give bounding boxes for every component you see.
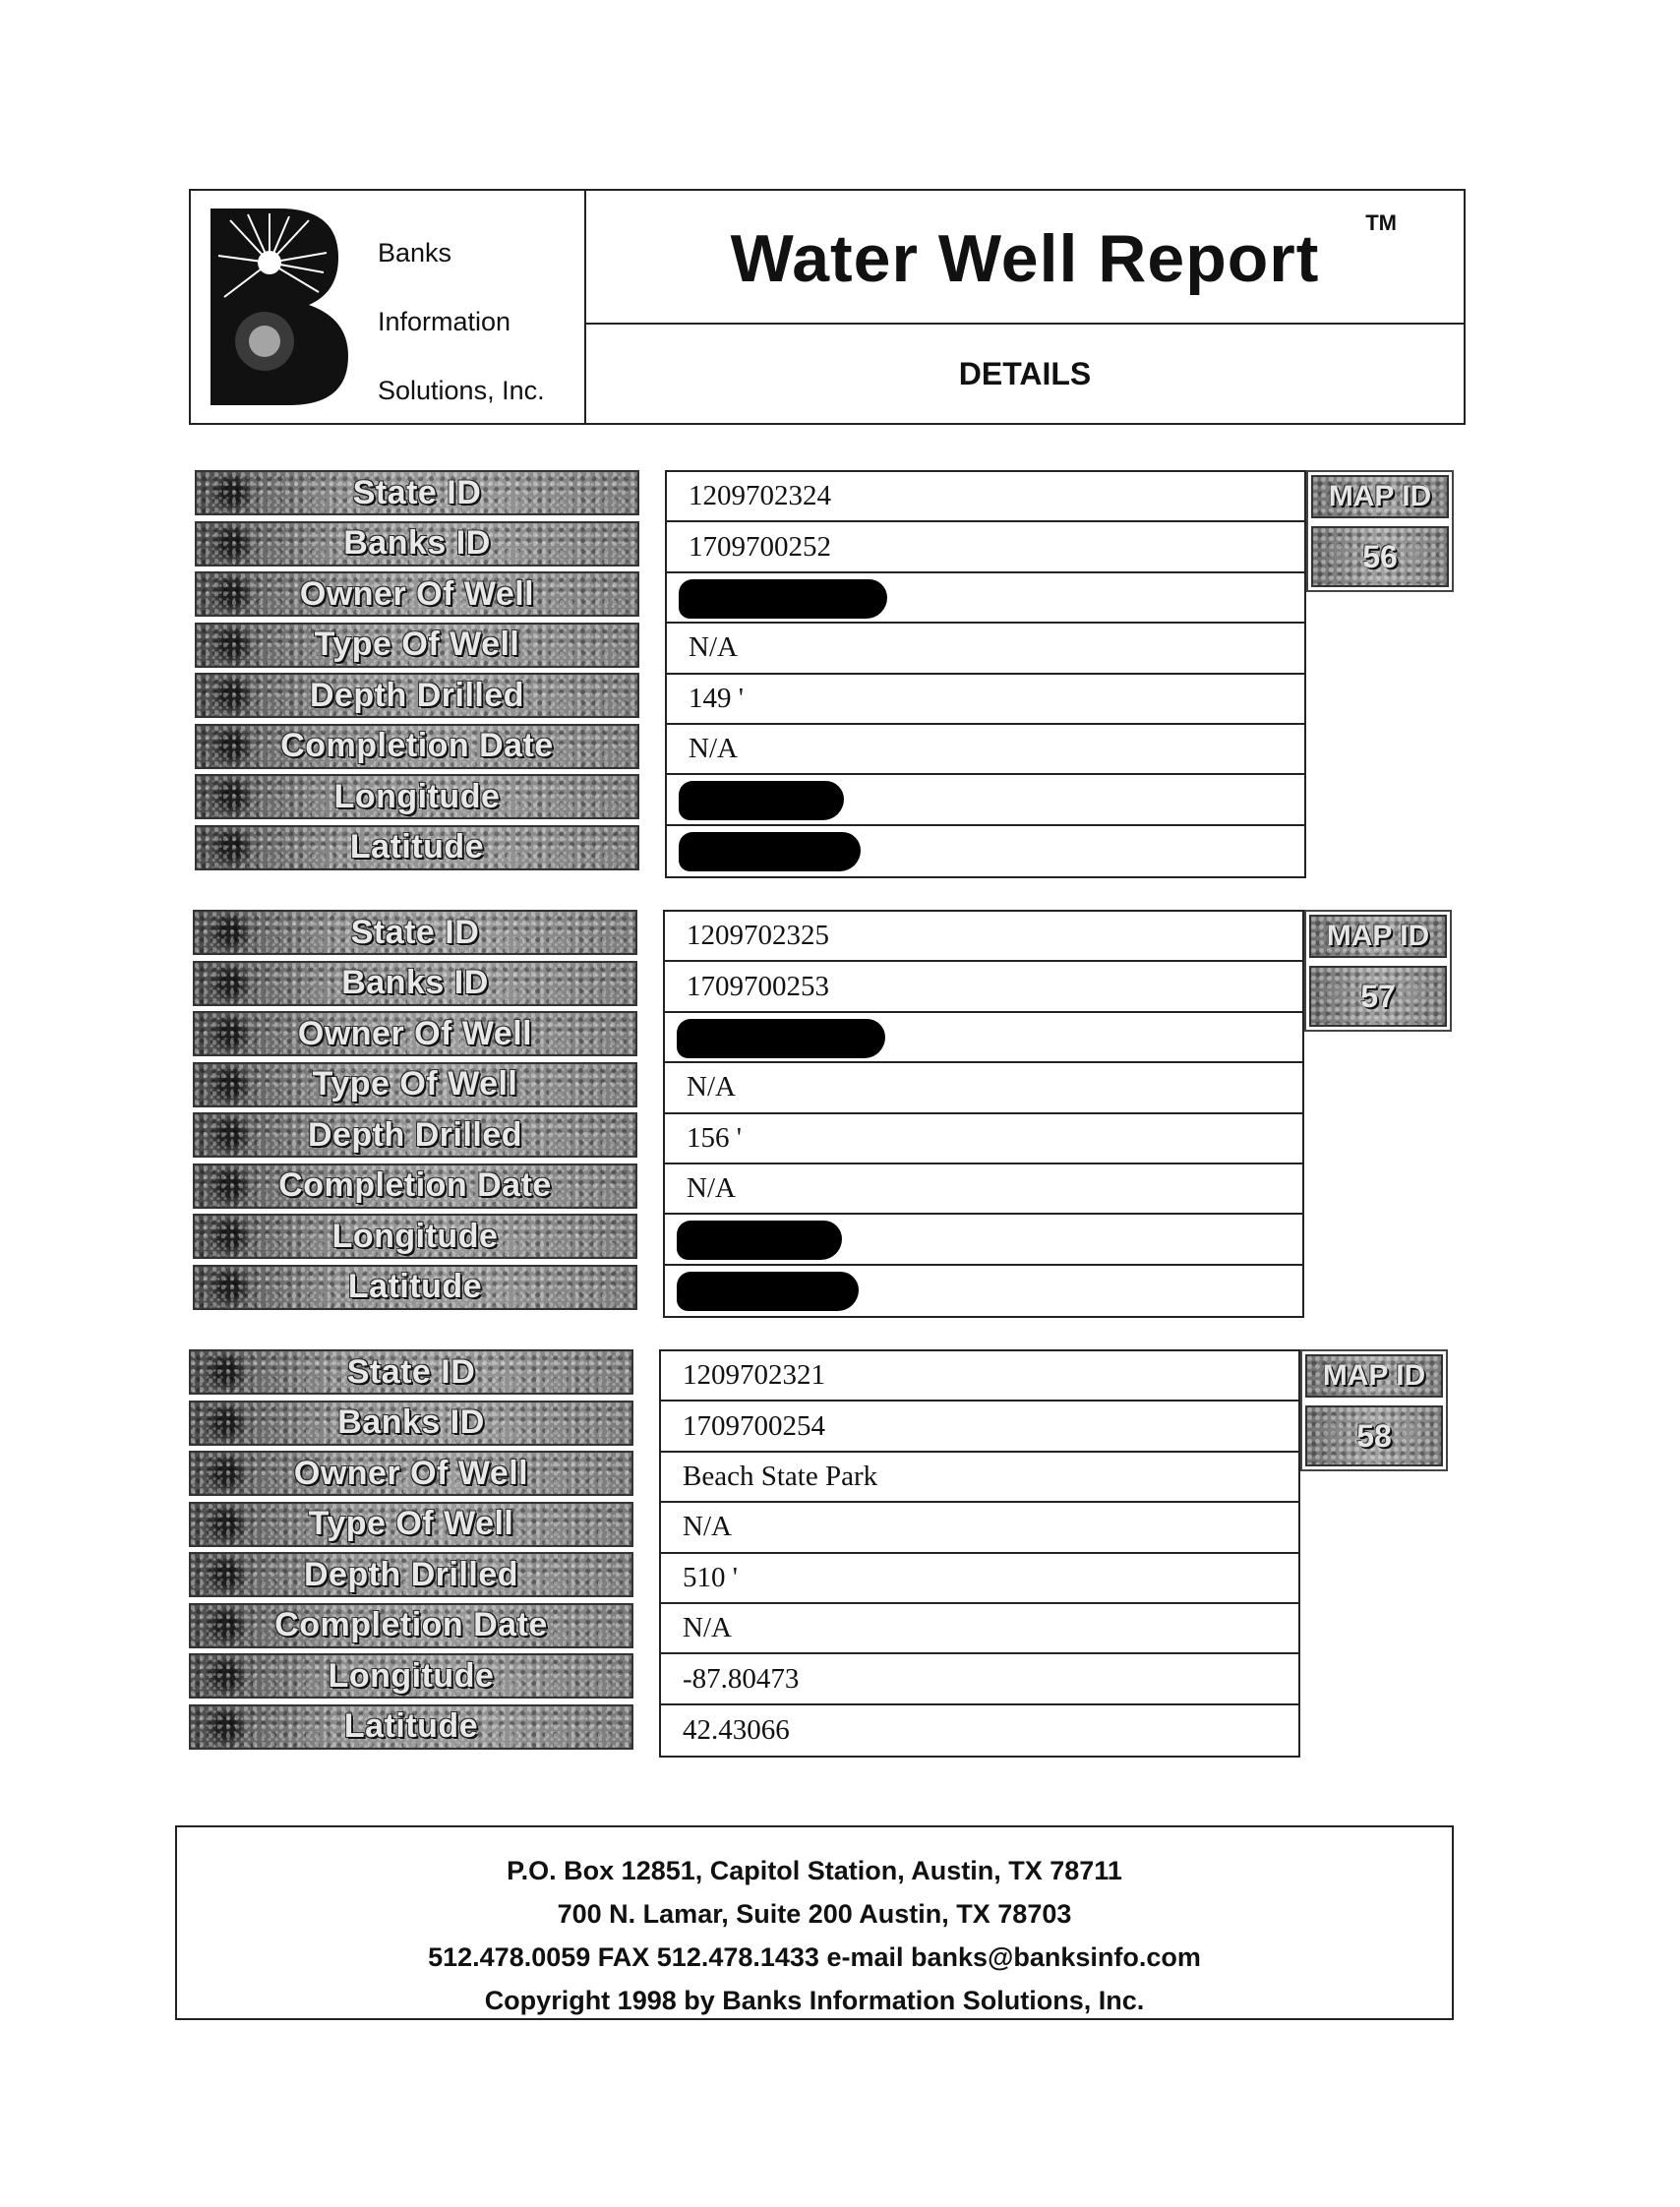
value-text: 1709700252 — [689, 530, 831, 563]
report-title: Water Well Report — [730, 221, 1320, 296]
label-latitude — [189, 1704, 633, 1750]
company-name-line-2: Information — [378, 307, 511, 336]
report-subtitle: DETAILS — [958, 356, 1092, 391]
value-owner — [661, 1453, 1298, 1503]
value-owner — [667, 573, 1304, 624]
label-text: Owner Of Well — [293, 1454, 529, 1492]
value-depth — [667, 675, 1304, 725]
company-name — [378, 218, 545, 425]
value-depth — [661, 1554, 1298, 1604]
label-text: Type Of Well — [314, 626, 520, 663]
label-text: Longitude — [331, 1217, 499, 1255]
map-id-label: MAP ID — [1309, 915, 1447, 958]
value-owner — [665, 1013, 1302, 1063]
label-completion — [193, 1163, 637, 1209]
label-text: Depth Drilled — [303, 1555, 519, 1593]
label-text: Banks ID — [343, 524, 491, 562]
value-banks-id — [665, 962, 1302, 1012]
label-banks-id — [195, 521, 639, 567]
value-depth — [665, 1114, 1302, 1164]
label-text: Owner Of Well — [297, 1014, 533, 1052]
value-text: 156 ' — [687, 1121, 742, 1154]
value-text: 1709700254 — [683, 1409, 825, 1442]
field-values — [665, 470, 1306, 878]
value-text: N/A — [689, 631, 738, 664]
title-cell — [586, 191, 1464, 325]
label-text: Completion Date — [280, 727, 554, 764]
label-latitude — [195, 825, 639, 870]
label-completion — [189, 1603, 633, 1648]
value-text: 42.43066 — [683, 1713, 790, 1746]
label-longitude — [189, 1653, 633, 1699]
label-state-id — [195, 470, 639, 515]
value-text: 1209702325 — [687, 920, 829, 952]
value-text: 1209702321 — [683, 1359, 825, 1392]
field-labels — [193, 910, 637, 1315]
value-text: 1709700253 — [687, 970, 829, 1002]
value-type — [665, 1063, 1302, 1113]
label-text: Latitude — [343, 1707, 479, 1745]
label-state-id — [189, 1349, 633, 1395]
redaction-mark — [677, 1221, 842, 1260]
map-id-label: MAP ID — [1311, 475, 1449, 518]
label-text: Owner Of Well — [299, 574, 535, 613]
label-owner — [193, 1011, 637, 1056]
value-completion — [667, 725, 1304, 775]
company-name-line-3: Solutions, Inc. — [378, 376, 545, 405]
label-type — [189, 1502, 633, 1547]
label-text: Latitude — [349, 828, 485, 865]
label-type — [193, 1062, 637, 1107]
map-id-box — [1306, 470, 1454, 592]
value-text: 510 ' — [683, 1561, 738, 1593]
label-text: State ID — [352, 473, 482, 511]
value-longitude — [667, 775, 1304, 825]
redaction-mark — [679, 781, 844, 820]
value-text: -87.80473 — [683, 1662, 800, 1695]
trademark-symbol: TM — [1365, 210, 1397, 235]
field-values — [659, 1349, 1300, 1758]
footer-street-address: 700 N. Lamar, Suite 200 Austin, TX 78703 — [557, 1899, 1072, 1929]
value-latitude — [661, 1705, 1298, 1756]
company-name-line-1: Banks — [378, 238, 452, 268]
label-depth — [189, 1552, 633, 1597]
map-id-value: 58 — [1305, 1405, 1443, 1466]
map-id-box — [1304, 910, 1452, 1032]
label-text: Longitude — [333, 777, 501, 815]
label-longitude — [193, 1214, 637, 1259]
label-text: Longitude — [328, 1656, 495, 1695]
redaction-mark — [679, 579, 887, 619]
value-state-id — [667, 472, 1304, 522]
value-state-id — [665, 912, 1302, 962]
label-text: Completion Date — [274, 1606, 548, 1643]
label-depth — [193, 1112, 637, 1158]
value-text: 1209702324 — [689, 480, 831, 512]
value-longitude — [665, 1215, 1302, 1265]
value-completion — [665, 1164, 1302, 1215]
footer-copyright: Copyright 1998 by Banks Information Solutions, Inc. — [484, 1986, 1145, 2015]
value-banks-id — [667, 522, 1304, 572]
label-completion — [195, 724, 639, 769]
label-text: State ID — [346, 1352, 476, 1391]
label-type — [195, 623, 639, 668]
value-text: N/A — [683, 1511, 732, 1543]
label-text: Completion Date — [278, 1166, 552, 1204]
map-id-value: 57 — [1309, 966, 1447, 1027]
label-text: Latitude — [347, 1268, 483, 1305]
value-text: N/A — [687, 1172, 736, 1205]
label-text: Depth Drilled — [309, 676, 525, 714]
label-longitude — [195, 774, 639, 819]
label-text: State ID — [350, 913, 480, 951]
label-owner — [189, 1451, 633, 1496]
label-depth — [195, 673, 639, 718]
value-latitude — [665, 1266, 1302, 1316]
label-banks-id — [193, 961, 637, 1006]
redaction-mark — [677, 1019, 885, 1058]
value-text: N/A — [683, 1612, 732, 1644]
label-text: Type Of Well — [308, 1505, 514, 1542]
contact-footer — [175, 1825, 1454, 2020]
map-id-label: MAP ID — [1305, 1354, 1443, 1398]
label-state-id — [193, 910, 637, 955]
redaction-mark — [677, 1272, 859, 1311]
footer-po-box: P.O. Box 12851, Capitol Station, Austin, TX 78711 — [507, 1856, 1122, 1885]
label-text: Depth Drilled — [307, 1115, 523, 1154]
company-logo-icon — [210, 209, 348, 405]
label-text: Banks ID — [337, 1403, 485, 1441]
value-type — [661, 1503, 1298, 1553]
value-type — [667, 624, 1304, 674]
label-text: Banks ID — [341, 964, 489, 1001]
value-state-id — [661, 1351, 1298, 1402]
value-latitude — [667, 826, 1304, 876]
company-logo-block — [191, 191, 586, 423]
value-text: N/A — [689, 733, 738, 765]
map-id-value: 56 — [1311, 526, 1449, 587]
value-completion — [661, 1604, 1298, 1654]
value-text: Beach State Park — [683, 1460, 878, 1492]
value-text: N/A — [687, 1071, 736, 1104]
footer-contact-numbers: 512.478.0059 FAX 512.478.1433 e-mail banks@banksinfo.com — [428, 1942, 1201, 1972]
label-latitude — [193, 1265, 637, 1310]
value-banks-id — [661, 1402, 1298, 1452]
field-labels — [195, 470, 639, 875]
label-text: Type Of Well — [312, 1065, 518, 1103]
field-values — [663, 910, 1304, 1318]
value-text: 149 ' — [689, 682, 744, 714]
label-owner — [195, 571, 639, 617]
map-id-box — [1300, 1349, 1448, 1471]
report-header — [189, 189, 1466, 425]
redaction-mark — [679, 832, 861, 871]
value-longitude — [661, 1654, 1298, 1704]
label-banks-id — [189, 1401, 633, 1446]
field-labels — [189, 1349, 633, 1755]
